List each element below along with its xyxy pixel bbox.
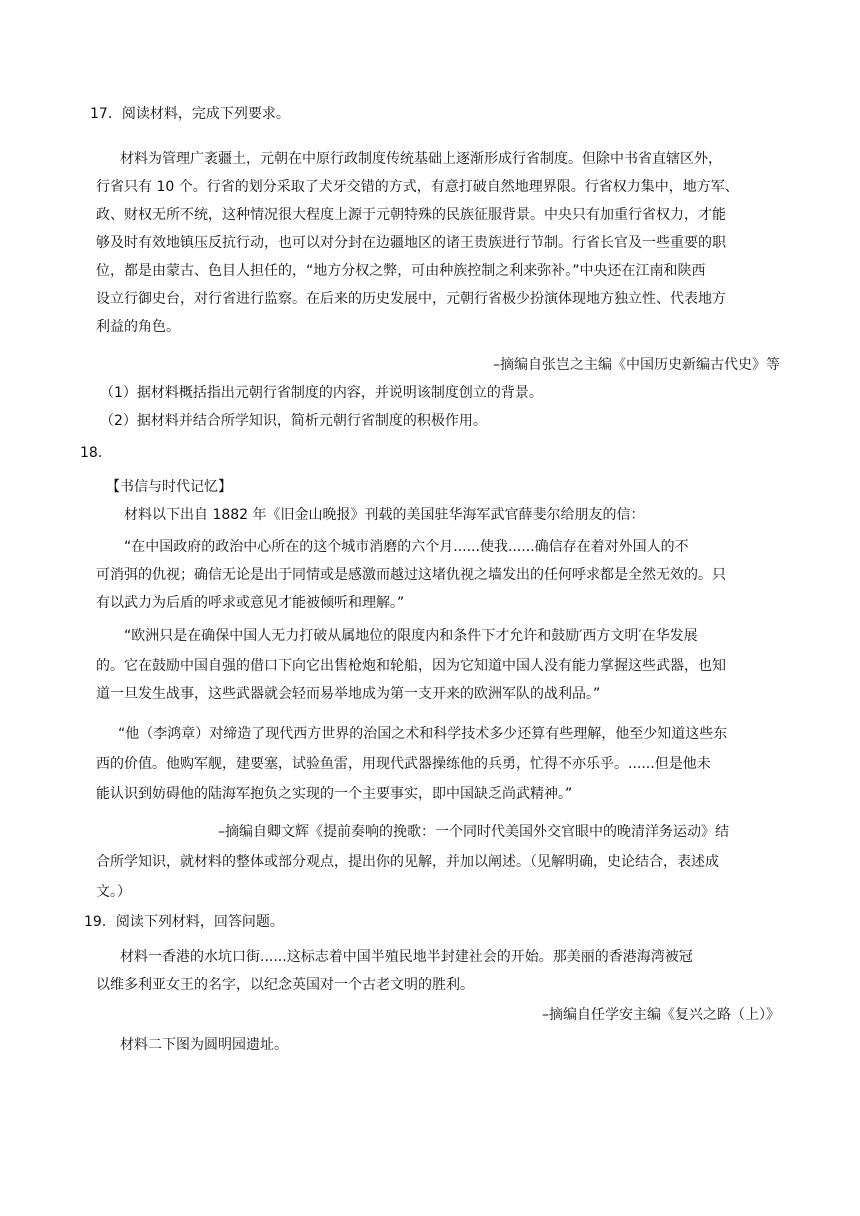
q18-source-line: 合所学知识，就材料的整体或部分观点，提出你的见解，并加以阐述。（见解明确，史论结合，表述成 xyxy=(96,854,719,870)
q17-material-line: 材料为管理广袤疆土，元朝在中原行政制度传统基础上逐渐形成行省制度。但除中书省直辖区外， xyxy=(120,151,722,167)
q18-quote1-line: 可消弭的仇视；确信无论是出于同情或是感激而越过这堵仇视之墙发出的任何呼求都是全然无效的。只 xyxy=(96,567,726,583)
q17-heading: 17．阅读材料，完成下列要求。 xyxy=(90,106,290,122)
q18-intro: 材料以下出自 1882 年《旧金山晚报》刊载的美国驻华海军武官薛斐尔给朋友的信： xyxy=(124,507,645,523)
q17-material-line: 够及时有效地镇压反抗行动，也可以对分封在边疆地区的诸王贵族进行节制。行省长官及一些重要的职 xyxy=(96,235,726,251)
q19-heading: 19．阅读下列材料，回答问题。 xyxy=(84,914,284,930)
q18-quote3-line: 能认识到妨碍他的陆海军抱负之实现的一个主要事实，即中国缺乏尚武精神。” xyxy=(96,786,573,802)
q18-quote2-line: “欧洲只是在确保中国人无力打破从属地位的限度内和条件下才允许和鼓励′西方文明′在华发展 xyxy=(124,628,698,644)
q19-material2: 材料二下图为圆明园遗址。 xyxy=(120,1037,288,1053)
q17-source: –摘编自张岂之主编《中国历史新编古代史》等 xyxy=(493,357,780,373)
q18-title: 【书信与时代记忆】 xyxy=(106,479,232,495)
q17-material-line: 设立行御史台，对行省进行监察。在后来的历史发展中，元朝行省极少扮演体现地方独立性、代表地方 xyxy=(96,291,726,307)
q18-source-line: –摘编自卿文辉《提前奏响的挽歌：一个同时代美国外交官眼中的晚清洋务运动》结 xyxy=(218,824,729,840)
q19-source: –摘编自任学安主编《复兴之路（上）》 xyxy=(542,1007,780,1023)
q17-material-line: 行省只有 10 个。行省的划分采取了犬牙交错的方式，有意打破自然地理界限。行省权力集中，地方军、 xyxy=(96,179,739,195)
q18-quote3-line: “他（李鸿章）对缔造了现代西方世界的治国之术和科学技术多少还算有些理解，他至少知道这些东 xyxy=(118,726,728,742)
q19-material1-line: 以维多利亚女王的名字，以纪念英国对一个古老文明的胜利。 xyxy=(96,977,474,993)
q18-quote3-line: 西的价值。他购军舰，建要塞，试验鱼雷，用现代武器操练他的兵勇，忙得不亦乐乎。......但是他未 xyxy=(96,756,711,772)
q18-quote2-line: 道一旦发生战事，这些武器就会轻而易举地成为第一支开来的欧洲军队的战利品。” xyxy=(96,686,601,702)
q18-number: 18. xyxy=(80,445,103,461)
q18-quote2-line: 的。它在鼓励中国自强的借口下向它出售枪炮和轮船，因为它知道中国人没有能力掌握这些武器，也知 xyxy=(96,658,726,674)
q18-source-line: 文。） xyxy=(96,884,131,900)
q18-quote1-line: “在中国政府的政治中心所在的这个城市消磨的六个月......使我......确信存在着对外国人的不 xyxy=(124,539,689,555)
q17-material-line: 政、财权无所不统，这种情况很大程度上源于元朝特殊的民族征服背景。中央只有加重行省权力，才能 xyxy=(96,207,726,223)
q18-quote1-line: 有以武力为后盾的呼求或意见才能被倾听和理解。” xyxy=(96,595,405,611)
q17-material-line: 利益的角色。 xyxy=(96,319,180,335)
q19-material1-line: 材料一香港的水坑口街......这标志着中国半殖民地半封建社会的开始。那美丽的香港海湾被冠 xyxy=(120,949,693,965)
q17-subquestion-1: （1）据材料概括指出元朝行省制度的内容，并说明该制度创立的背景。 xyxy=(100,385,543,401)
q17-material-line: 位，都是由蒙古、色目人担任的，“地方分权之弊，可由种族控制之利来弥补。”中央还在江南和陕西 xyxy=(96,263,706,279)
q17-subquestion-2: （2）据材料并结合所学知识，简析元朝行省制度的积极作用。 xyxy=(100,413,487,429)
